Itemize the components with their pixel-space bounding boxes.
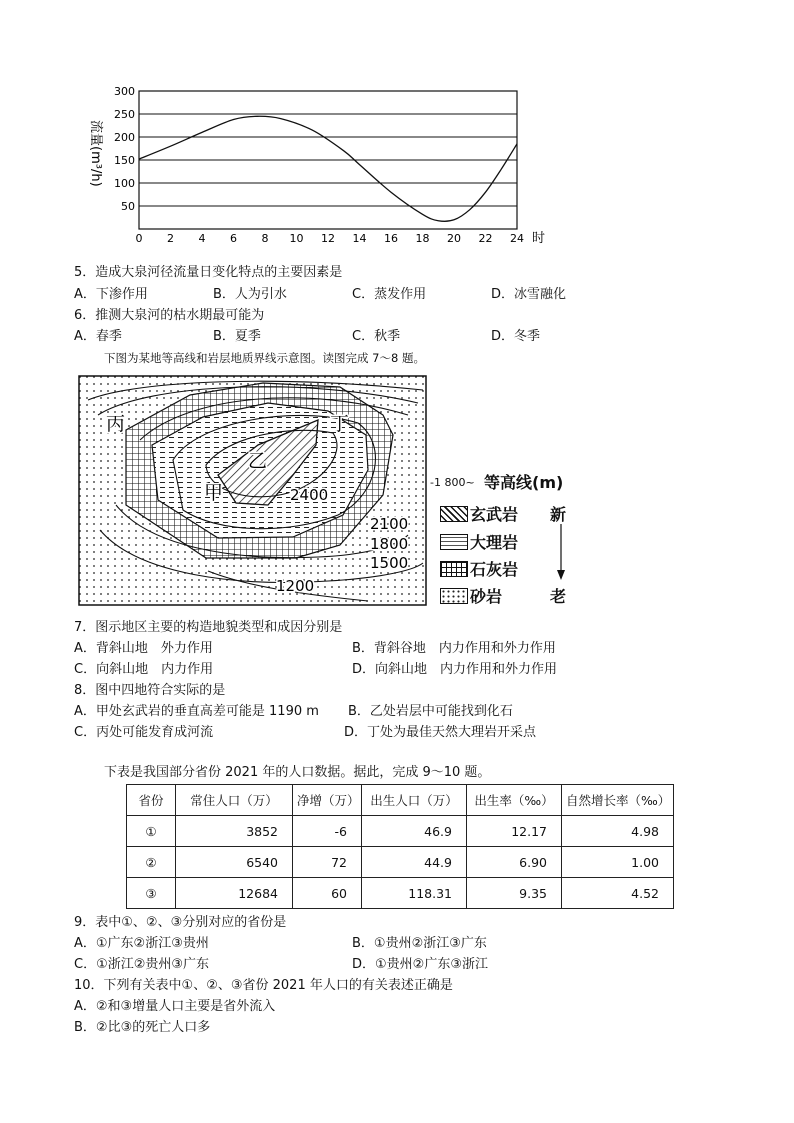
table-header: 自然增长率（‰） xyxy=(562,785,674,816)
table-cell: 1.00 xyxy=(562,847,674,878)
label-yi: 乙 xyxy=(248,450,268,472)
question-9-stem: 9．表中①、②、③分别对应的省份是 xyxy=(74,915,287,930)
chart-ytick-label: 300 xyxy=(114,85,135,98)
table-cell: ① xyxy=(127,816,176,847)
question-9-option-c: C．①浙江②贵州③广东 xyxy=(74,957,210,972)
chart-xtick-label: 10 xyxy=(289,232,304,245)
table-cell: 44.9 xyxy=(362,847,467,878)
chart-ylabel: 流量(m³/h) xyxy=(88,120,103,187)
table-cell: 118.31 xyxy=(362,878,467,909)
table-header: 省份 xyxy=(127,785,176,816)
chart-xtick-label: 20 xyxy=(447,232,461,245)
chart-xlabel: 时 xyxy=(532,231,546,246)
chart-xtick-label: 22 xyxy=(478,232,493,245)
chart-xtick-label: 4 xyxy=(198,232,206,245)
table-cell: 6.90 xyxy=(467,847,562,878)
chart-ytick-label: 100 xyxy=(114,177,135,190)
legend-marble-swatch xyxy=(440,534,468,550)
legend-sandstone-label: 砂岩 xyxy=(470,587,503,606)
chart-xtick-label: 14 xyxy=(352,232,367,245)
chart-xtick-label: 8 xyxy=(261,232,269,245)
question-9-option-d: D．①贵州②广东③浙江 xyxy=(352,957,488,972)
chart-xtick-label: 16 xyxy=(384,232,398,245)
chart-xtick-label: 6 xyxy=(230,232,237,245)
label-ding: 丁 xyxy=(330,413,350,435)
table-cell: 6540 xyxy=(176,847,293,878)
question-8-option-a: A．甲处玄武岩的垂直高差可能是 1190 m xyxy=(74,704,319,719)
legend-contour-label: 等高线(m) xyxy=(484,473,564,492)
table-header: 净增（万） xyxy=(293,785,362,816)
chart-ytick-label: 50 xyxy=(121,200,135,213)
table-cell: 9.35 xyxy=(467,878,562,909)
legend-basalt-label: 玄武岩 xyxy=(470,505,519,524)
table-intro: 下表是我国部分省份 2021 年的人口数据。据此，完成 9～10 题。 xyxy=(104,765,491,780)
question-6-option-c: C．秋季 xyxy=(352,329,401,344)
table-cell: 60 xyxy=(293,878,362,909)
contour-label-1200: 1200 xyxy=(276,577,315,595)
question-6-option-d: D．冬季 xyxy=(491,329,541,344)
chart-ytick-label: 250 xyxy=(114,108,135,121)
chart-xtick-label: 18 xyxy=(415,232,430,245)
legend-limestone-swatch xyxy=(440,561,468,577)
question-10-stem: 10．下列有关表中①、②、③省份 2021 年人口的有关表述正确是 xyxy=(74,978,453,993)
contour-label-1500: 1500 xyxy=(370,554,409,572)
question-6-option-a: A．春季 xyxy=(74,329,122,344)
table-header-row xyxy=(127,785,674,816)
chart-xtick-label: 0 xyxy=(135,232,143,245)
table-cell: 12684 xyxy=(176,878,293,909)
label-bing: 丙 xyxy=(106,413,126,435)
table-row xyxy=(127,878,674,909)
question-8-option-c: C．丙处可能发育成河流 xyxy=(74,725,214,740)
population-table xyxy=(126,784,674,909)
table-cell: 12.17 xyxy=(467,816,562,847)
table-cell: 4.52 xyxy=(562,878,674,909)
question-10-option-a: A．②和③增量人口主要是省外流入 xyxy=(74,999,276,1014)
chart-xtick-label: 2 xyxy=(167,232,174,245)
question-7-option-a: A．背斜山地 外力作用 xyxy=(74,641,213,656)
chart-ytick-label: 150 xyxy=(114,154,135,167)
legend-basalt-swatch xyxy=(440,506,468,522)
table-cell: 3852 xyxy=(176,816,293,847)
legend-marble-label: 大理岩 xyxy=(470,533,519,552)
chart-xtick-label: 12 xyxy=(321,232,335,245)
question-7-option-d: D．向斜山地 内力作用和外力作用 xyxy=(352,662,558,677)
contour-label-2100: 2100 xyxy=(370,515,409,533)
legend-limestone-label: 石灰岩 xyxy=(470,560,519,579)
question-9-option-b: B．①贵州②浙江③广东 xyxy=(352,936,487,951)
table-cell: 72 xyxy=(293,847,362,878)
legend-age-arrow xyxy=(554,522,568,582)
question-5-option-b: B．人为引水 xyxy=(213,287,287,302)
chart-ytick-label: 200 xyxy=(114,131,135,144)
question-8-option-d: D．丁处为最佳天然大理岩开采点 xyxy=(344,725,537,740)
legend-old-label: 老 xyxy=(550,587,567,606)
chart-xtick-label: 24 xyxy=(510,232,524,245)
question-5-stem: 5．造成大泉河径流量日变化特点的主要因素是 xyxy=(74,265,343,280)
question-9-option-a: A．①广东②浙江③贵州 xyxy=(74,936,209,951)
question-5-option-d: D．冰雪融化 xyxy=(491,287,567,302)
table-header: 常住人口（万） xyxy=(176,785,293,816)
question-5-option-c: C．蒸发作用 xyxy=(352,287,427,302)
question-5-option-a: A．下渗作用 xyxy=(74,287,148,302)
table-cell: -6 xyxy=(293,816,362,847)
contour-label-1800: 1800 xyxy=(370,535,409,553)
table-cell: 46.9 xyxy=(362,816,467,847)
table-header: 出生率（‰） xyxy=(467,785,562,816)
question-7-option-b: B．背斜谷地 内力作用和外力作用 xyxy=(352,641,556,656)
question-8-option-b: B．乙处岩层中可能找到化石 xyxy=(348,704,513,719)
table-row xyxy=(127,847,674,878)
table-header: 出生人口（万） xyxy=(362,785,467,816)
legend-sandstone-swatch xyxy=(440,588,468,604)
question-6-stem: 6．推测大泉河的枯水期最可能为 xyxy=(74,308,265,323)
table-row xyxy=(127,816,674,847)
table-cell: ③ xyxy=(127,878,176,909)
legend-contour-sample: -1 800~ xyxy=(430,476,475,489)
question-7-stem: 7．图示地区主要的构造地貌类型和成因分别是 xyxy=(74,620,343,635)
question-8-stem: 8．图中四地符合实际的是 xyxy=(74,683,226,698)
question-6-option-b: B．夏季 xyxy=(213,329,261,344)
geologic-map xyxy=(78,375,428,607)
flow-chart xyxy=(80,80,560,250)
contour-label-2400: 2400 xyxy=(290,486,329,504)
question-7-option-c: C．向斜山地 内力作用 xyxy=(74,662,214,677)
map-legend xyxy=(430,470,580,610)
label-jia: 甲 xyxy=(204,482,224,504)
question-10-option-b: B．②比③的死亡人口多 xyxy=(74,1020,211,1035)
table-cell: 4.98 xyxy=(562,816,674,847)
map-intro: 下图为某地等高线和岩层地质界线示意图。读图完成 7～8 题。 xyxy=(104,351,425,365)
table-cell: ② xyxy=(127,847,176,878)
legend-new-label: 新 xyxy=(550,505,567,524)
